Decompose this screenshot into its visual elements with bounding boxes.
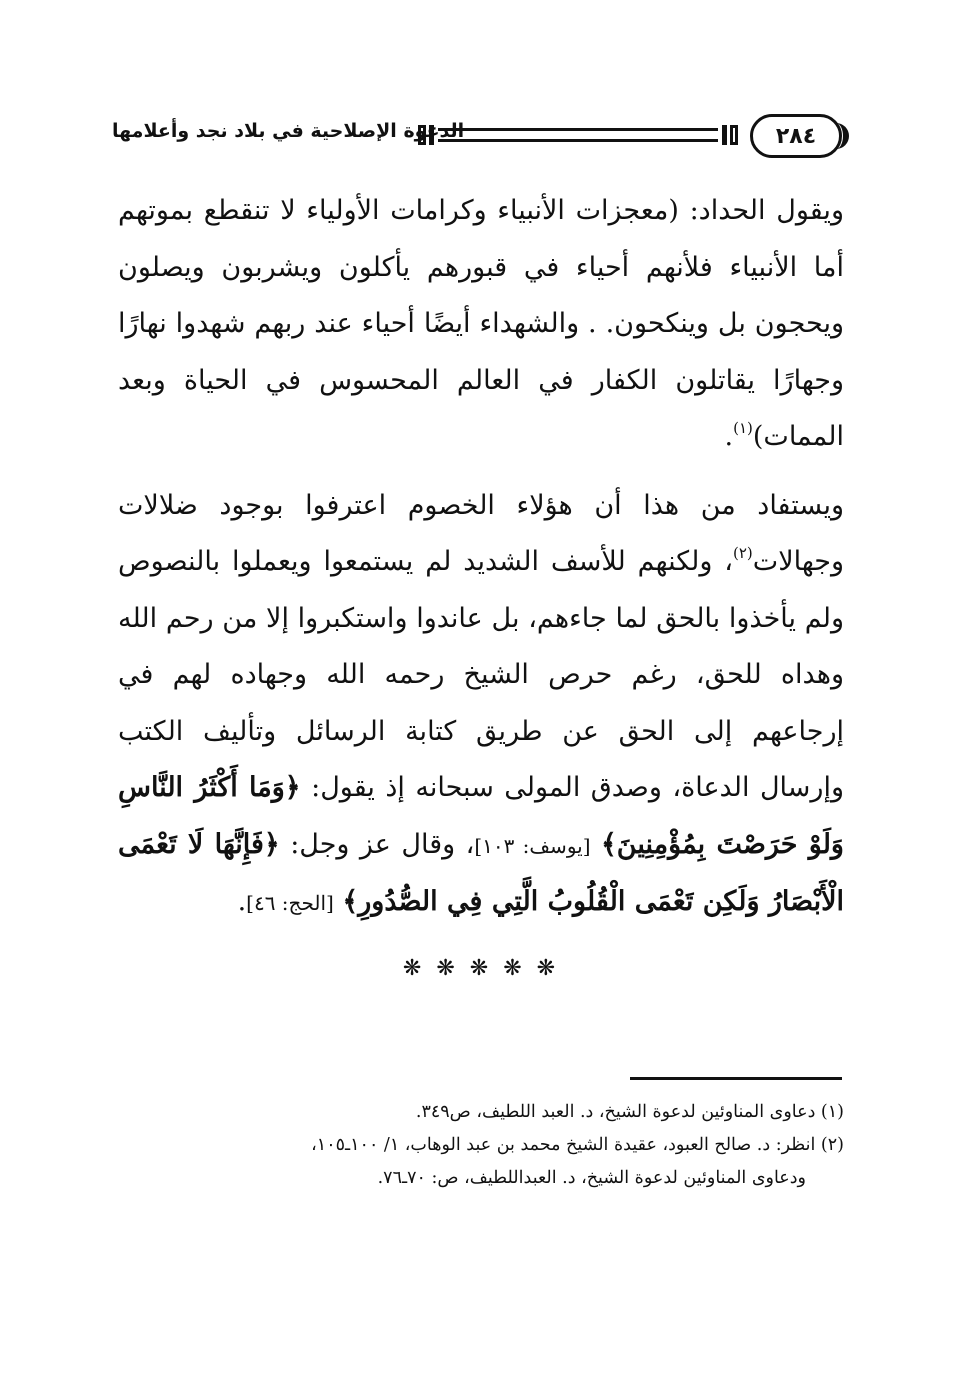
footnotes <box>122 1096 844 1195</box>
header-double-line <box>438 128 718 142</box>
running-title: الدعوة الإصلاحية في بلاد نجد وأعلامها <box>112 120 465 142</box>
paragraph-2-start: ويستفاد من هذا أن هؤلاء الخصوم اعترفوا بوجود ضلالات وجهالات <box>118 489 844 577</box>
paragraph-2-end: . <box>237 886 247 917</box>
paragraph-1-text: ويقول الحداد: (معجزات الأنبياء وكرامات الأولياء لا تنقطع بموتهم أما الأنبياء فلأنهم أحياء في قبورهم يأكلون ويشربون ويصلون ويحجون بل وينكحون. . والشهداء أيضًا أحياء عند ربهم شهدوا نهارًا وجهارًا يقاتلون الكفار في العالم المحسوس في الحياة وبعد الممات) <box>118 195 844 452</box>
footnote-ref-1: (١) <box>733 419 753 437</box>
quran-verse-yusuf: ﴿وَمَا أَكْثَرُ النَّاسِ وَلَوْ حَرَصْتَ بِمُؤْمِنِينَ﴾ <box>118 772 844 860</box>
footnote-ref-2: (٢) <box>733 544 753 562</box>
body-text <box>118 183 844 932</box>
footnote-2 <box>122 1129 844 1195</box>
paragraph-1-end: . <box>724 421 734 452</box>
header-bracket-bar <box>722 125 727 145</box>
footnote-2-text: (٢) انظر: د. صالح العبود، عقيدة الشيخ محمد بن عبد الوهاب، ١/ ١٠٠ـ١٠٥، <box>311 1135 844 1155</box>
page-number-badge <box>750 114 842 158</box>
header-ornament-rule <box>418 124 738 146</box>
paragraph-1 <box>118 183 844 466</box>
quran-ref-hajj: [الحج: ٤٦] <box>246 891 334 915</box>
paragraph-2 <box>118 478 844 932</box>
footnote-2-continuation: ودعاوى المناوئين لدعوة الشيخ، د. العبداللطيف، ص: ٧٠ـ٧٦. <box>377 1168 806 1188</box>
paragraph-2-mid: ، ولكنهم للأسف الشديد لم يستمعوا ويعملوا بالنصوص ولم يأخذوا بالحق لما جاءهم، بل عاندوا واستكبروا إلا من رحم الله وهداه للحق، رغم حرص الشيخ رحمه الله وجهاده لهم في إرجاعهم إلى الحق عن طريق كتابة الرسائل وتأليف الكتب وإرسال الدعاة، وصدق المولى سبحانه إذ يقول: <box>118 546 844 803</box>
quran-ref-yusuf: [يوسف: ١٠٣] <box>474 833 591 858</box>
page-number: ٢٨٤ <box>775 123 817 149</box>
quran-verse-hajj: ﴿فَإِنَّهَا لَا تَعْمَى الْأَبْصَارُ وَلَكِن تَعْمَى الْقُلُوبُ الَّتِي فِي الصُّدُورِ﴾ <box>118 828 844 917</box>
footnote-1: (١) دعاوى المناوئين لدعوة الشيخ، د. العبد اللطيف، ص٣٤٩. <box>415 1102 844 1122</box>
running-header <box>112 112 842 164</box>
paragraph-2-mid2: ، وقال عز وجل: <box>290 828 475 860</box>
header-bracket-right <box>730 125 738 145</box>
footnote-rule <box>630 1077 842 1080</box>
section-separator: ❋ ❋ ❋ ❋ ❋ <box>402 956 560 981</box>
